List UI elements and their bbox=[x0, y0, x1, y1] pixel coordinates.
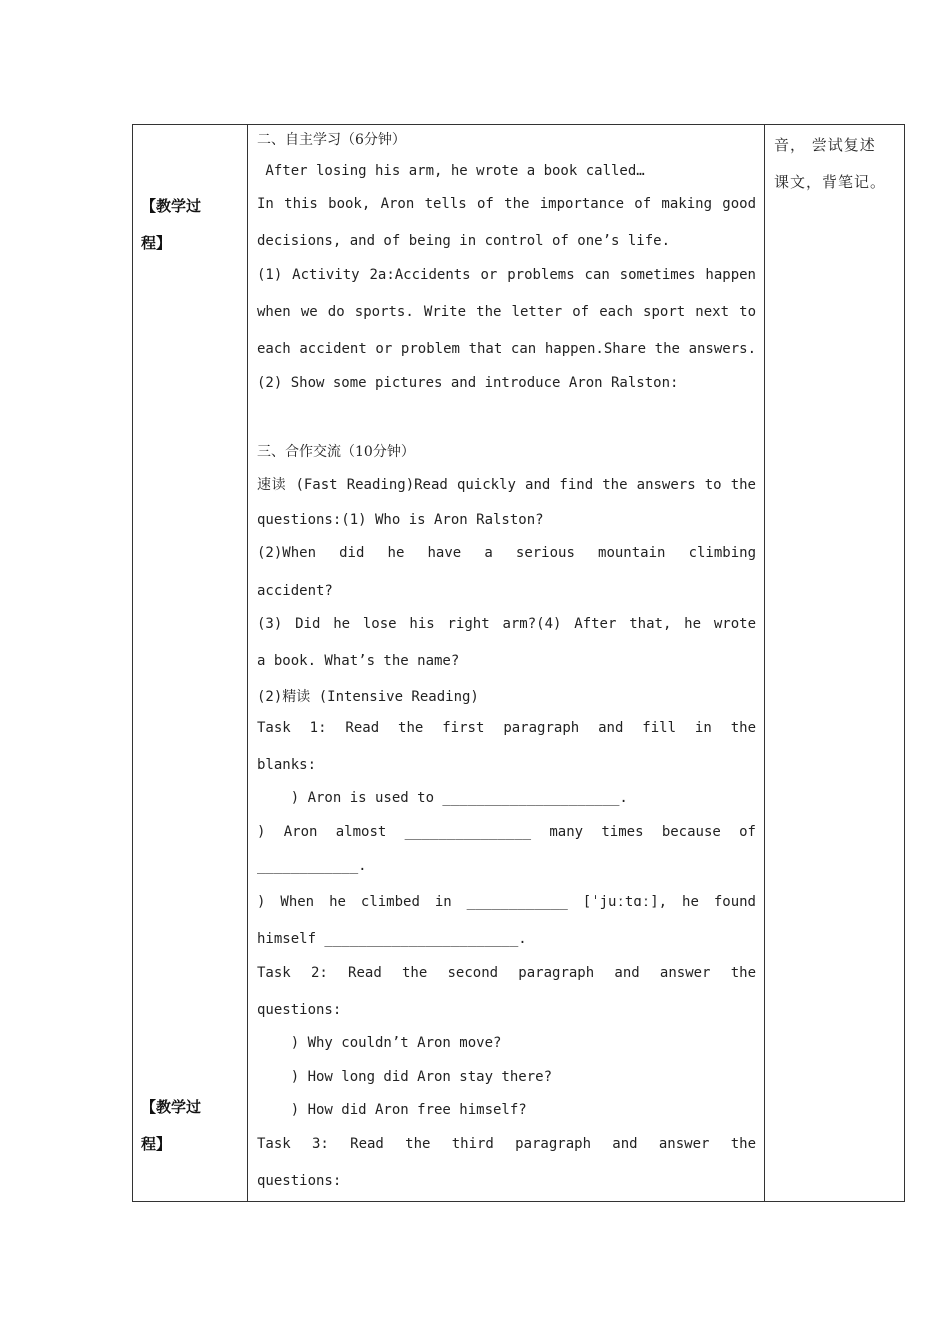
text-line: questions: bbox=[257, 1173, 342, 1189]
process-label-line1: 【教学过 bbox=[141, 197, 202, 215]
text-line: each accident or problem that can happen.Share the answers. bbox=[257, 341, 756, 357]
text-line: a book. What’s the name? bbox=[257, 653, 460, 669]
text-line: (2)精读 (Intensive Reading) bbox=[257, 689, 479, 705]
text-line: ) When he climbed in ____________ [ˈjuːtɑː], he found bbox=[257, 894, 756, 910]
text-line: (1) Activity 2a:Accidents or problems can sometimes happen bbox=[257, 267, 756, 283]
text-line: ) Why couldn’t Aron move? bbox=[257, 1035, 502, 1051]
process-label-repeat bbox=[141, 1089, 241, 1163]
text-line: when we do sports. Write the letter of each sport next to bbox=[257, 304, 756, 320]
right-note-line1: 音， 尝试复述 bbox=[774, 136, 876, 154]
text-line: accident? bbox=[257, 583, 333, 599]
process-label-line1: 【教学过 bbox=[141, 1098, 202, 1116]
right-note-line2: 课文，背笔记。 bbox=[774, 173, 887, 191]
text-line: decisions, and of being in control of one’s life. bbox=[257, 233, 671, 249]
section-heading-self-study: 二、自主学习（6分钟） bbox=[257, 132, 406, 148]
text-line: ____________. bbox=[257, 858, 367, 874]
text-line: After losing his arm, he wrote a book called… bbox=[257, 163, 645, 179]
text-line: Task 1: Read the first paragraph and fill in the bbox=[257, 720, 756, 736]
text-line: questions:(1) Who is Aron Ralston? bbox=[257, 512, 544, 528]
process-label-line2: 程】 bbox=[141, 1135, 172, 1153]
text-line: Task 2: Read the second paragraph and answer the bbox=[257, 965, 756, 981]
text-line: ) How long did Aron stay there? bbox=[257, 1069, 553, 1085]
text-line: himself _______________________. bbox=[257, 931, 527, 947]
text-line: ) How did Aron free himself? bbox=[257, 1102, 527, 1118]
text-line: In this book, Aron tells of the importance of making good bbox=[257, 196, 756, 212]
section-heading-cooperation: 三、合作交流（10分钟） bbox=[257, 444, 415, 460]
content-column bbox=[248, 125, 765, 1201]
text-line: Task 3: Read the third paragraph and answer the bbox=[257, 1136, 756, 1152]
text-line: (3) Did he lose his right arm?(4) After that, he wrote bbox=[257, 616, 756, 632]
notes-column bbox=[765, 125, 904, 1201]
text-line: (2)When did he have a serious mountain climbing bbox=[257, 545, 756, 561]
text-line: 速读 (Fast Reading)Read quickly and find the answers to the bbox=[257, 477, 756, 493]
text-line: questions: bbox=[257, 1002, 342, 1018]
text-line: blanks: bbox=[257, 757, 317, 773]
process-label bbox=[141, 188, 241, 262]
right-note bbox=[774, 127, 900, 201]
text-line: ) Aron is used to _____________________. bbox=[257, 790, 628, 806]
text-line: ) Aron almost _______________ many times because of bbox=[257, 824, 756, 840]
text-line: (2) Show some pictures and introduce Aron Ralston: bbox=[257, 375, 679, 391]
process-label-line2: 程】 bbox=[141, 234, 172, 252]
process-column bbox=[133, 125, 248, 1201]
lesson-table bbox=[132, 124, 905, 1202]
